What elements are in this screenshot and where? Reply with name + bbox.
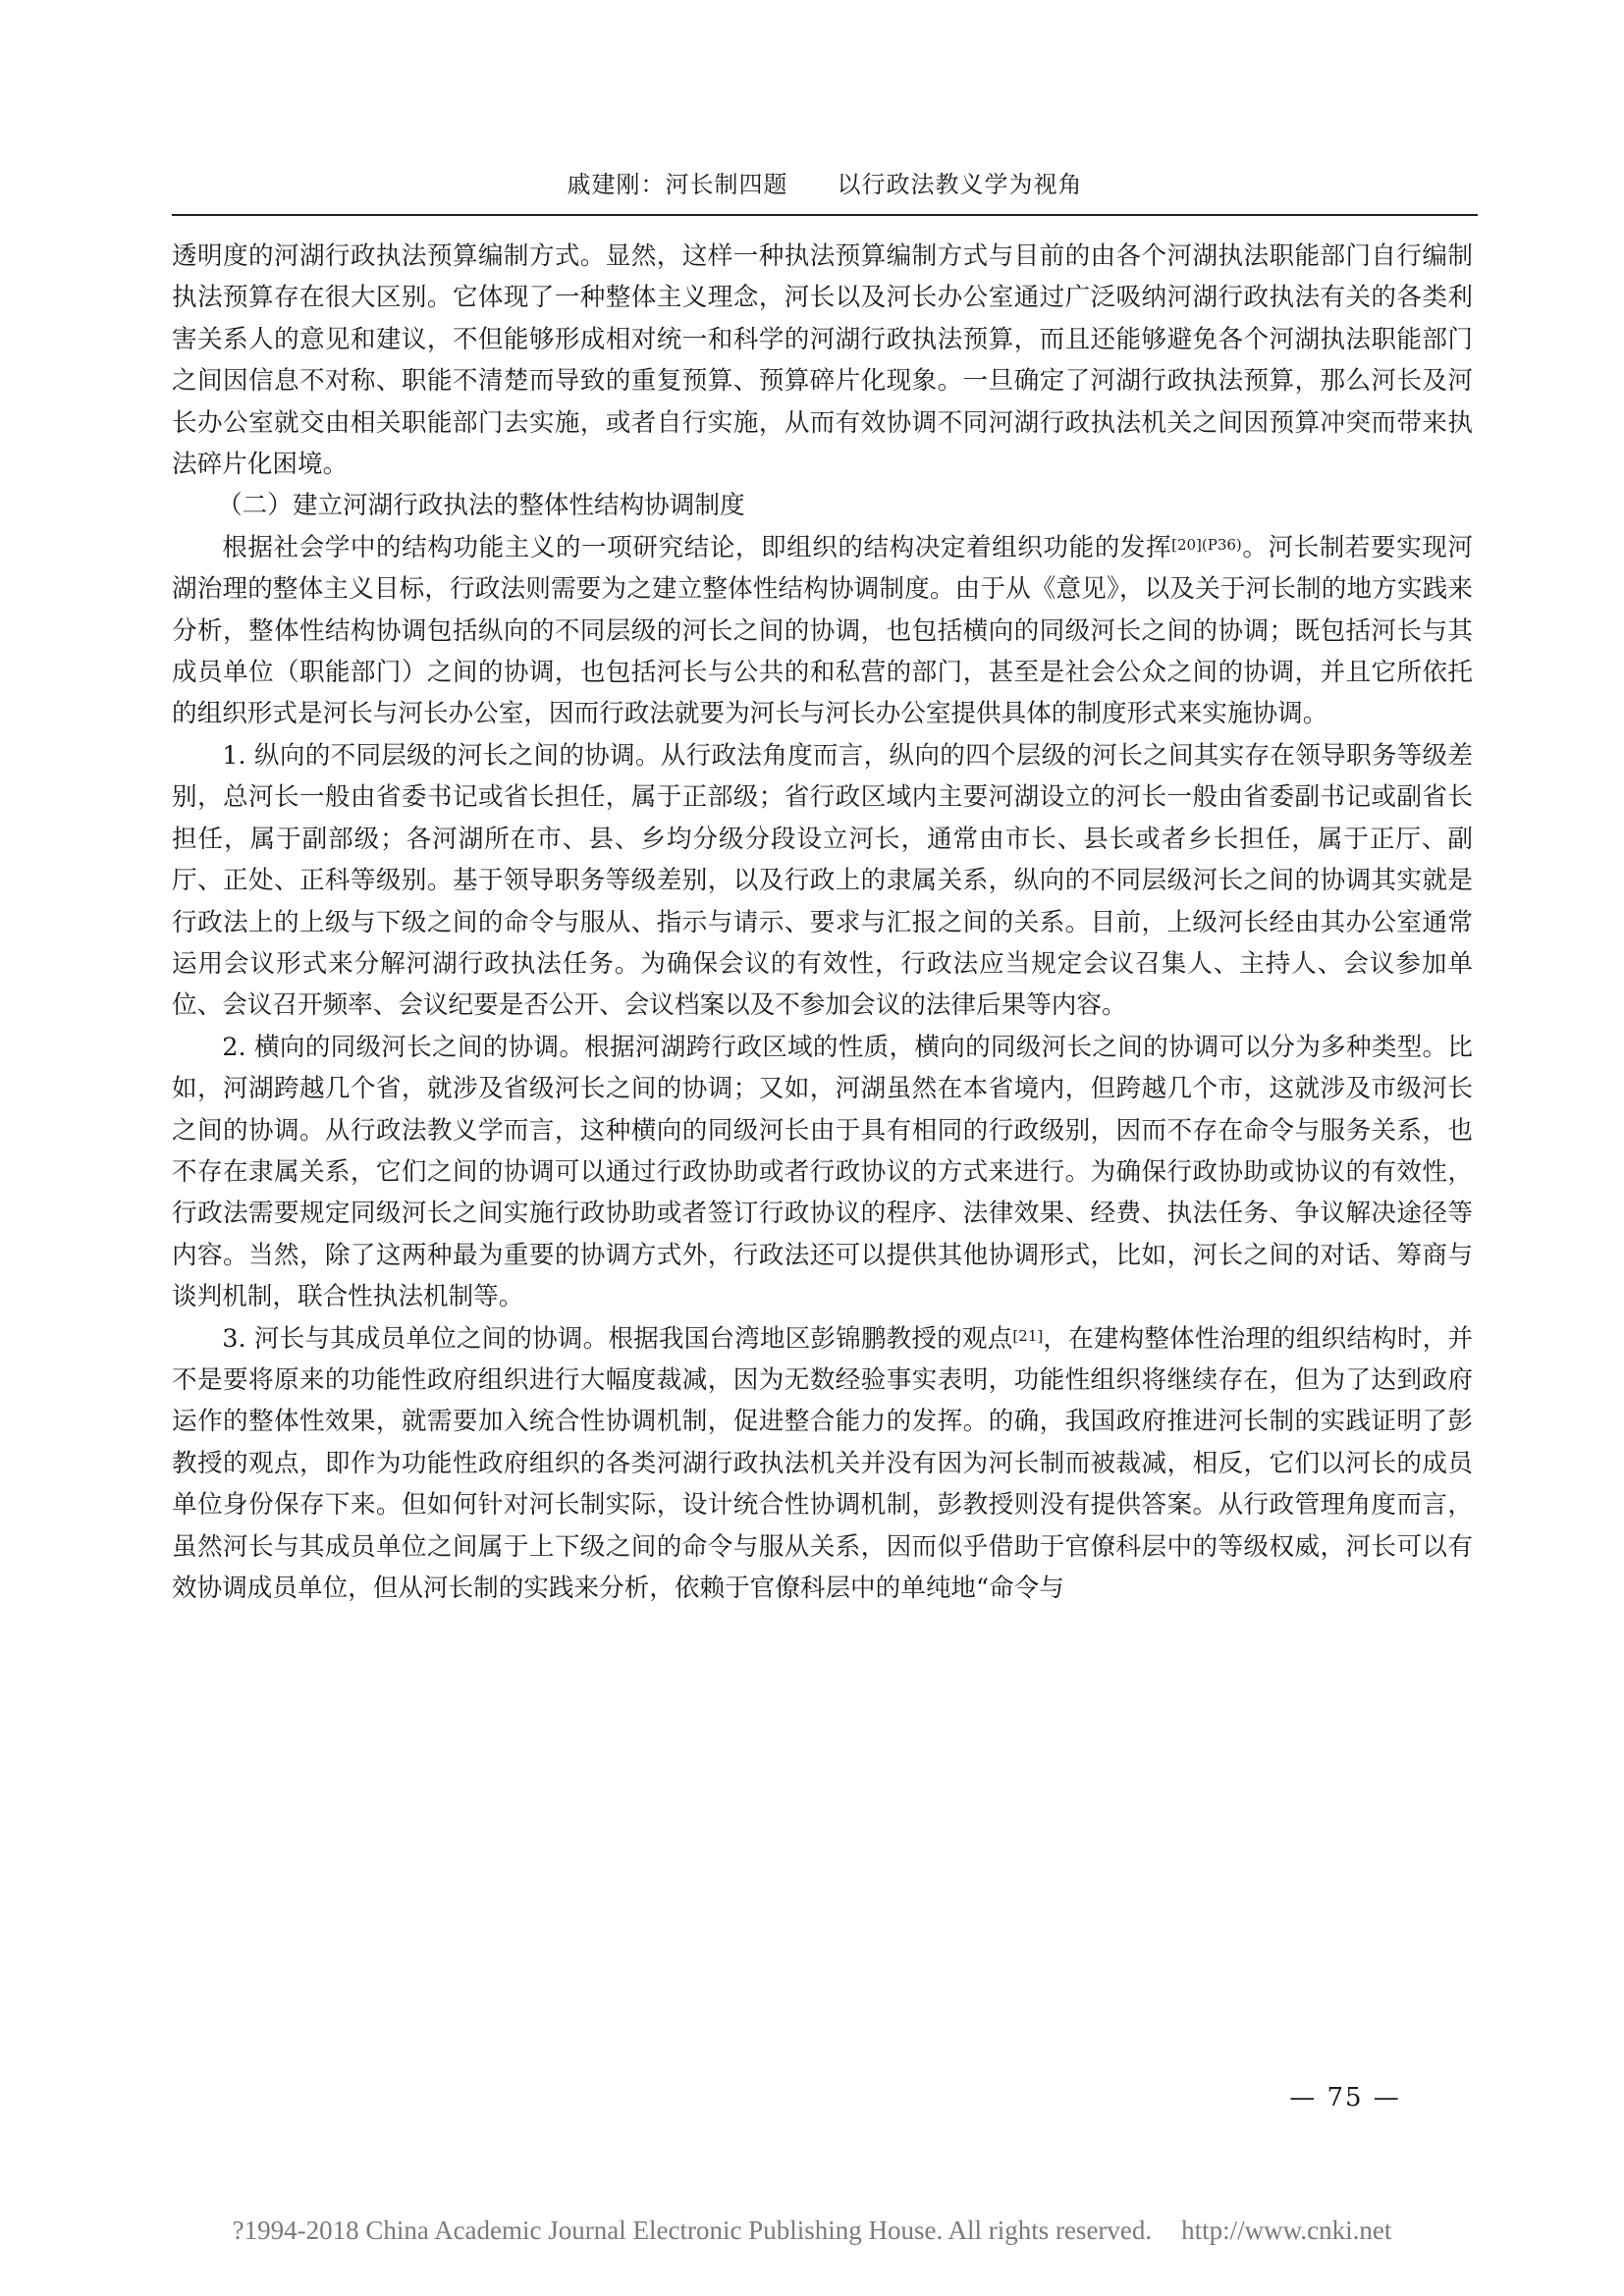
section-heading: （二）建立河湖行政执法的整体性结构协调制度	[217, 491, 745, 521]
paragraph-text: 根据社会学中的结构功能主义的一项研究结论，即组织的结构决定着组织功能的发挥	[222, 532, 1172, 562]
article-body	[172, 236, 1473, 1609]
running-head	[172, 165, 1478, 199]
footer-copyright: ?1994-2018 China Academic Journal Electronic Publishing House. All rights reserved.	[232, 2216, 1153, 2245]
footer	[0, 2216, 1624, 2246]
paragraph-text: 。河长制若要实现河湖治理的整体主义目标，行政法则需要为之建立整体性结构协调制度。由于从《意见》，以及关于河长制的地方实践来分析，整体性结构协调包括纵向的不同层级的河长之间的协调，也包括横向的同级河长之间的协调；既包括河长与其成员单位（职能部门）之间的协调，也包括河长与公共的和私营的部门，甚至是社会公众之间的协调，并且它所依托的组织形式是河长与河长办公室，因而行政法就要为河长与河长办公室提供具体的制度形式来实施协调。	[172, 532, 1473, 729]
footer-url[interactable]: http://www.cnki.net	[1181, 2216, 1392, 2245]
header-title-main: 河长制四题	[665, 171, 788, 198]
citation-ref: [20](P36)	[1171, 535, 1242, 554]
citation-ref: [21]	[1012, 1326, 1044, 1345]
paragraph: 2. 横向的同级河长之间的协调。根据河湖跨行政区域的性质，横向的同级河长之间的协调可以分为多种类型。比如，河湖跨越几个省，就涉及省级河长之间的协调；又如，河湖虽然在本省境内，但跨越几个市，这就涉及市级河长之间的协调。从行政法教义学而言，这种横向的同级河长由于具有相同的行政级别，因而不存在命令与服务关系，也不存在隶属关系，它们之间的协调可以通过行政协助或者行政协议的方式来进行。为确保行政协助或协议的有效性，行政法需要规定同级河长之间实施行政协助或者签订行政协议的程序、法律效果、经费、执法任务、争议解决途径等内容。当然，除了这两种最为重要的协调方式外，行政法还可以提供其他协调形式，比如，河长之间的对话、筹商与谈判机制，联合性执法机制等。	[172, 1032, 1473, 1312]
page-number: — 75 —	[1289, 2083, 1401, 2112]
paragraph-text: 3. 河长与其成员单位之间的协调。根据我国台湾地区彭锦鹏教授的观点	[222, 1323, 1013, 1354]
paragraph-text: ，在建构整体性治理的组织结构时，并不是要将原来的功能性政府组织进行大幅度裁减，因为无数经验事实表明，功能性组织将继续存在，但为了达到政府运作的整体性效果，就需要加入统合性协调机制，促进整合能力的发挥。的确，我国政府推进河长制的实践证明了彭教授的观点，即作为功能性政府组织的各类河湖行政执法机关并没有因为河长制而被裁减，相反，它们以河长的成员单位身份保存下来。但如何针对河长制实际，设计统合性协调机制，彭教授则没有提供答案。从行政管理角度而言，虽然河长与其成员单位之间属于上下级之间的命令与服从关系，因而似乎借助于官僚科层中的等级权威，河长可以有效协调成员单位，但从河长制的实践来分析，依赖于官僚科层中的单纯地“命令与	[172, 1323, 1473, 1603]
header-colon: ：	[640, 171, 666, 198]
header-rule	[172, 214, 1478, 216]
header-title-sub: 以行政法教义学为视角	[837, 171, 1083, 198]
paragraph	[172, 1318, 1473, 1610]
paragraph: 1. 纵向的不同层级的河长之间的协调。从行政法角度而言，纵向的四个层级的河长之间其实存在领导职务等级差别，总河长一般由省委书记或省长担任，属于正部级；省行政区域内主要河湖设立的河长一般由省委副书记或副省长担任，属于副部级；各河湖所在市、县、乡均分级分段设立河长，通常由市长、县长或者乡长担任，属于正厅、副厅、正处、正科等级别。基于领导职务等级差别，以及行政上的隶属关系，纵向的不同层级河长之间的协调其实就是行政法上的上级与下级之间的命令与服从、指示与请示、要求与汇报之间的关系。目前，上级河长经由其办公室通常运用会议形式来分解河湖行政执法任务。为确保会议的有效性，行政法应当规定会议召集人、主持人、会议参加单位、会议召开频率、会议纪要是否公开、会议档案以及不参加会议的法律后果等内容。	[172, 740, 1473, 1021]
paragraph-continued: 透明度的河湖行政执法预算编制方式。显然，这样一种执法预算编制方式与目前的由各个河湖执法职能部门自行编制执法预算存在很大区别。它体现了一种整体主义理念，河长以及河长办公室通过广泛吸纳河湖行政执法有关的各类利害关系人的意见和建议，不但能够形成相对统一和科学的河湖行政执法预算，而且还能够避免各个河湖执法职能部门之间因信息不对称、职能不清楚而导致的重复预算、预算碎片化现象。一旦确定了河湖行政执法预算，那么河长及河长办公室就交由相关职能部门去实施，或者自行实施，从而有效协调不同河湖行政执法机关之间因预算冲突而带来执法碎片化困境。	[172, 241, 1473, 480]
header-author: 戚建刚	[567, 171, 641, 198]
paragraph	[172, 527, 1473, 735]
